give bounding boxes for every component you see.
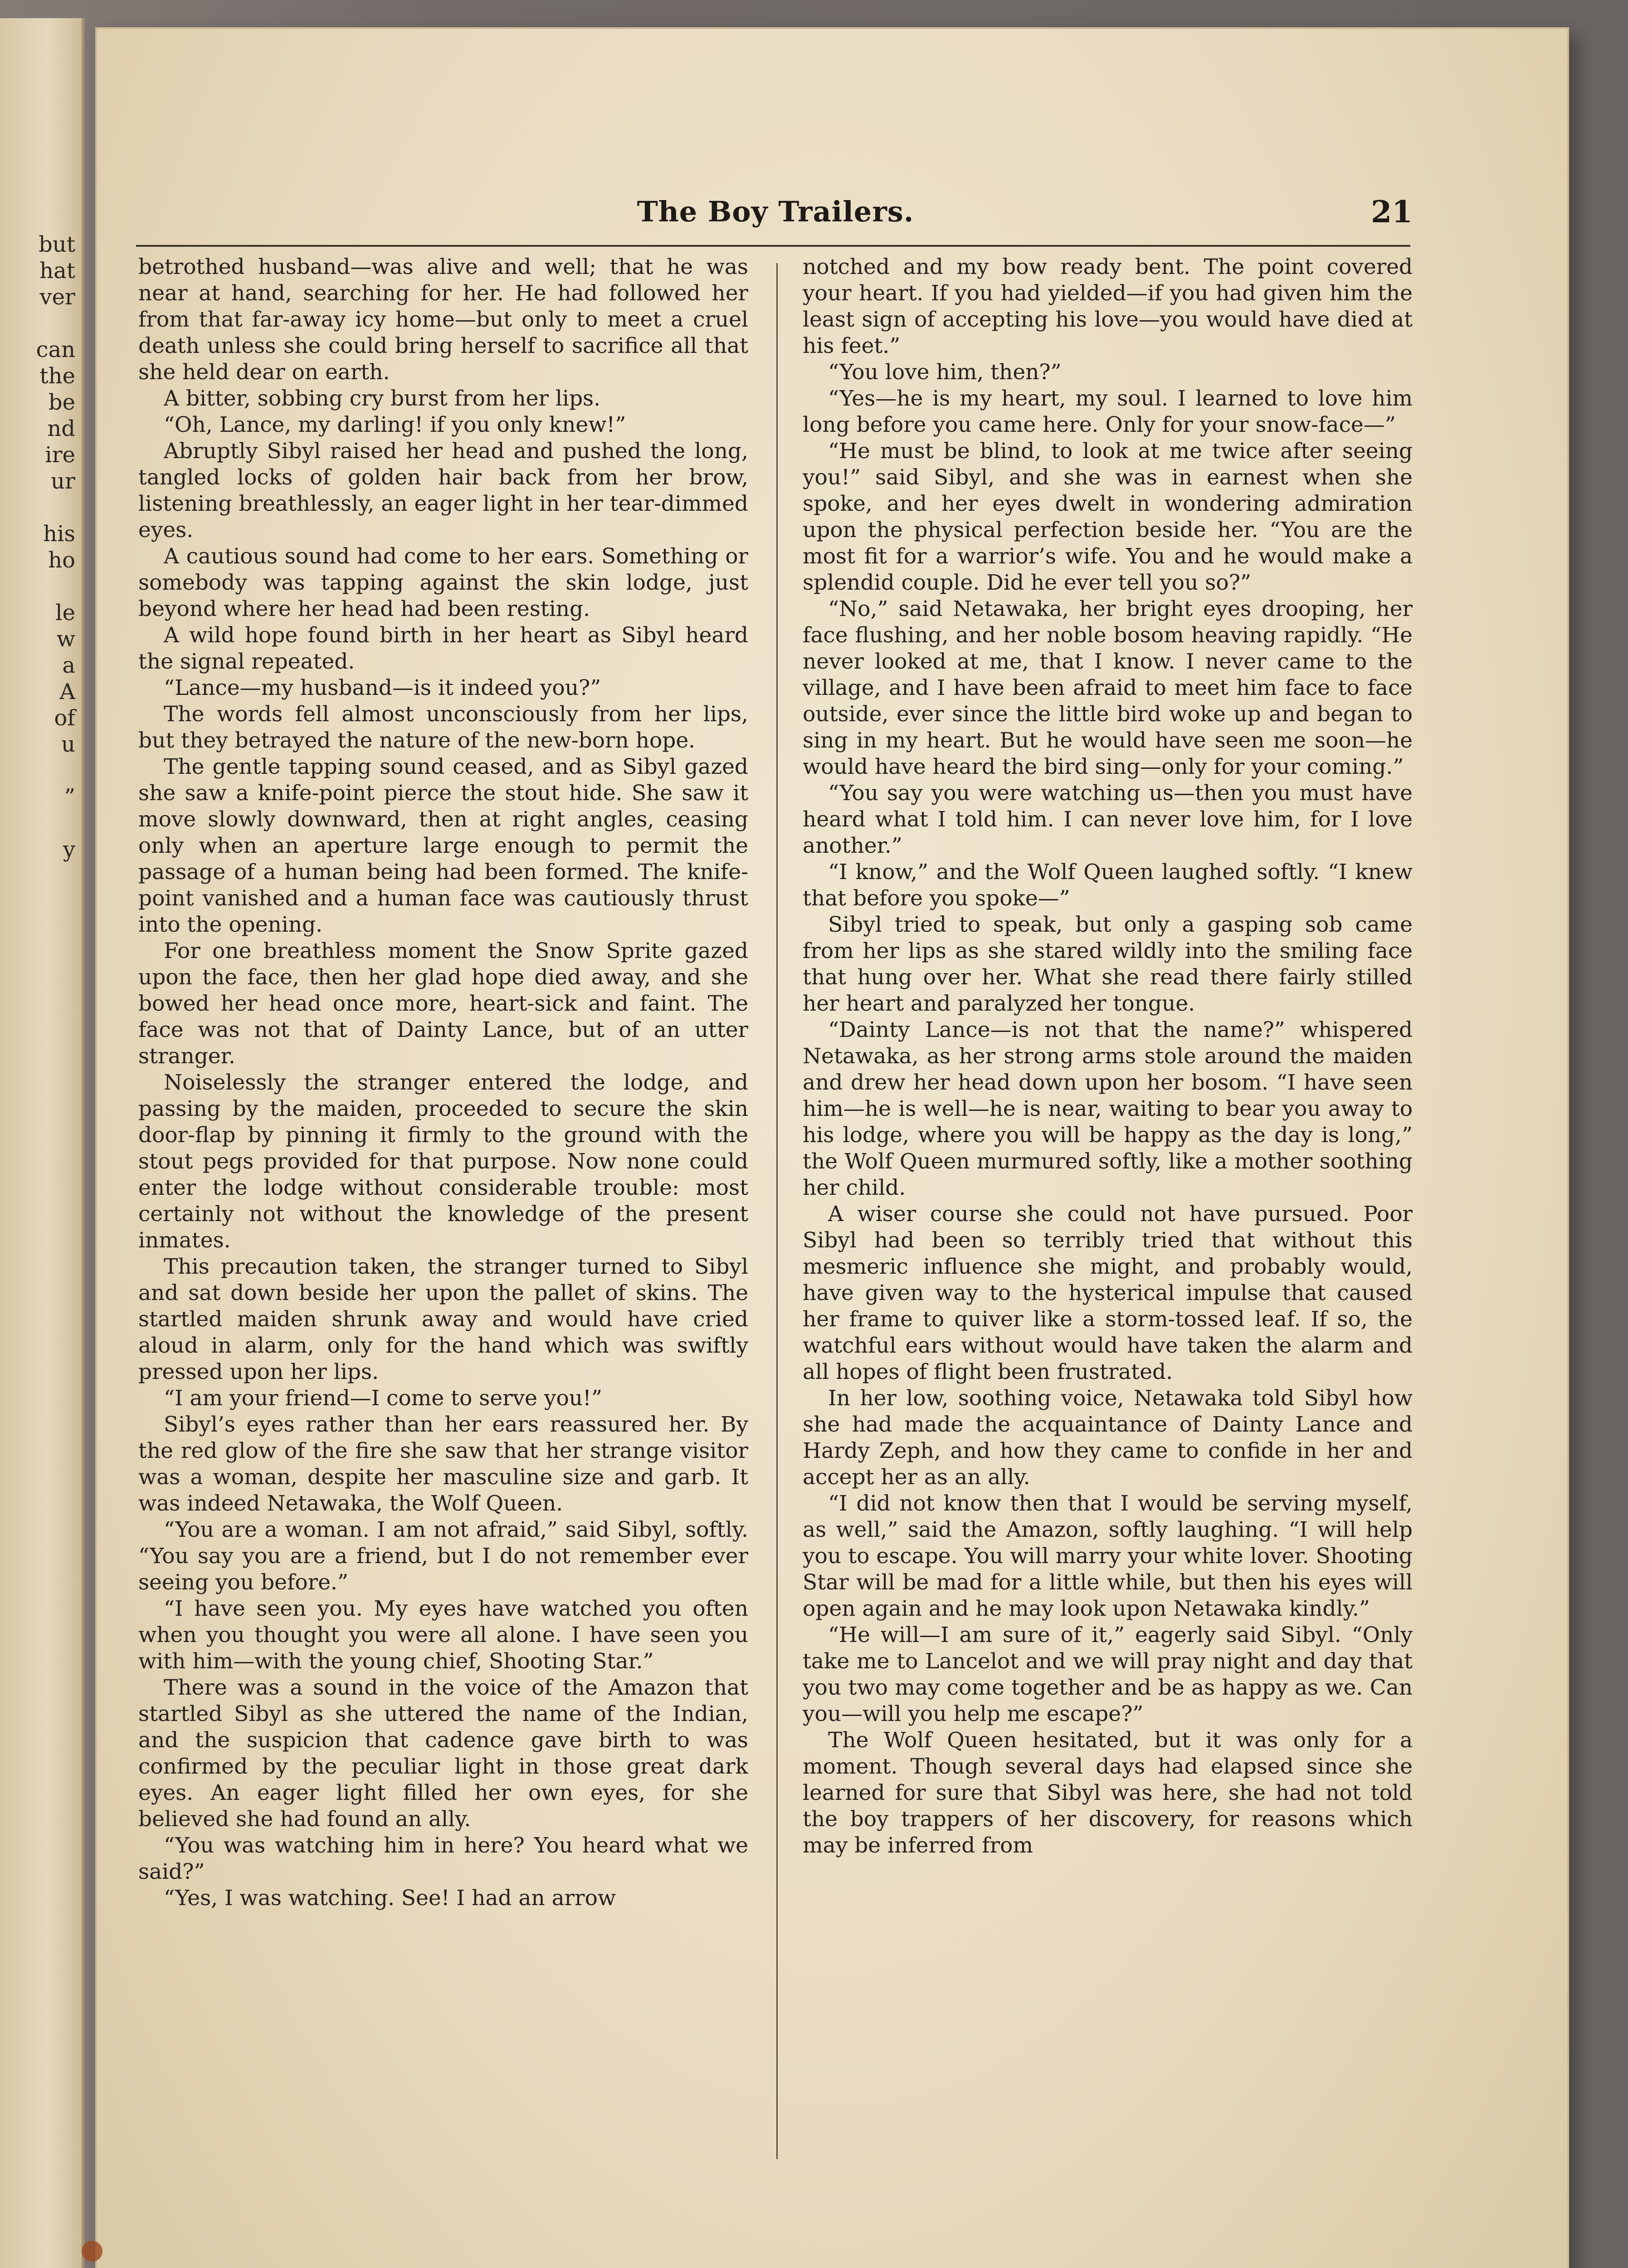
- paragraph: Sibyl tried to speak, but only a gasping sob came from her lips as she stared wildly into the smiling face that hung over her. What she read there fairly stilled her heart and paralyzed her tongue.: [803, 912, 1413, 1016]
- header-title: The Boy Trailers.: [637, 195, 914, 228]
- previous-page-fragment: be: [48, 390, 75, 415]
- paragraph: “Dainty Lance—is not that the name?” whispered Netawaka, as her strong arms stole around the maiden and drew her head down upon her bosom. “I have seen him—he is well—he is near, waiting to bear you away to his lodge, where you will be happy as the day is long,” the Wolf Queen murmured softly, like a mother soothing her child.: [803, 1017, 1413, 1200]
- previous-page-fragment: of: [54, 705, 75, 731]
- paragraph: In her low, soothing voice, Netawaka told Sibyl how she had made the acquaintance of Dainty Lance and Hardy Zeph, and how they came to confide in her and accept her as an ally.: [803, 1386, 1413, 1490]
- paragraph: “You are a woman. I am not afraid,” said Sibyl, softly. “You say you are a friend, but I do not remember ever seeing you before.”: [138, 1517, 748, 1595]
- paragraph: This precaution taken, the stranger turned to Sibyl and sat down beside her upon the pallet of skins. The startled maiden shrunk away and would have cried aloud in alarm, only for the hand which was swiftly pressed upon her lips.: [138, 1254, 748, 1384]
- previous-page-fragment: [0, 494, 82, 521]
- previous-page-fragment: ver: [39, 284, 75, 310]
- text-columns: [138, 254, 1413, 2150]
- previous-page-edge: [0, 18, 84, 2268]
- paragraph: A cautious sound had come to her ears. Something or somebody was tapping against the skin lodge, just beyond where her head had been resting.: [138, 544, 748, 621]
- previous-page-fragment: can: [36, 337, 75, 362]
- paragraph: “I have seen you. My eyes have watched you often when you thought you were all alone. I have seen you with him—with the young chief, Shooting Star.”: [138, 1596, 748, 1674]
- previous-page-fragment: y: [63, 837, 75, 862]
- paragraph: The gentle tapping sound ceased, and as Sibyl gazed she saw a knife-point pierce the stout hide. She saw it move slowly downward, then at right angles, ceasing only when an aperture large enough to permit the passage of a human being had been formed. The knife-point vanished and a human face was cautiously thrust into the opening.: [138, 754, 748, 937]
- paragraph: “You was watching him in here? You heard what we said?”: [138, 1833, 748, 1884]
- paragraph: “He must be blind, to look at me twice after seeing you!” said Sibyl, and she was in earnest when she spoke, and her eyes dwelt in wondering admiration upon the physical perfection beside her. “You are the most fit for a warrior’s wife. You and he would make a splendid couple. Did he ever tell you so?”: [803, 439, 1413, 595]
- running-header: [138, 191, 1413, 240]
- previous-page-fragment: but: [39, 232, 75, 257]
- previous-page-fragment: his: [43, 521, 75, 547]
- paragraph: “I know,” and the Wolf Queen laughed softly. “I knew that before you spoke—”: [803, 860, 1413, 911]
- paragraph: For one breathless moment the Snow Sprite gazed upon the face, then her glad hope died away, and she bowed her head once more, heart-sick and faint. The face was not that of Dainty Lance, but of an utter stranger.: [138, 938, 748, 1069]
- paragraph: “You say you were watching us—then you must have heard what I told him. I can never love him, for I love another.”: [803, 781, 1413, 858]
- previous-page-fragment: u: [61, 732, 75, 757]
- paper-stain: [82, 2241, 102, 2262]
- paragraph: A wiser course she could not have pursued. Poor Sibyl had been so terribly tried that without this mesmeric influence she might, and probably would, have given way to the hysterical impulse that caused her frame to quiver like a storm-tossed leaf. If so, the watchful ears without would have taken the alarm and all hopes of flight been frustrated.: [803, 1202, 1413, 1384]
- previous-page-fragment: le: [55, 600, 75, 626]
- page-number: 21: [1371, 194, 1413, 230]
- previous-page-fragment: a: [62, 653, 75, 678]
- previous-page-fragment: [0, 310, 82, 337]
- paragraph: “Yes, I was watching. See! I had an arrow: [164, 1886, 616, 1911]
- previous-page-fragment: ur: [51, 469, 75, 494]
- paragraph: “I did not know then that I would be serving myself, as well,” said the Amazon, softly laughing. “I will help you to escape. You will marry your white lover. Shooting Star will be mad for a little while, but then his eyes will open again and he may look upon Netawaka kindly.”: [803, 1491, 1413, 1621]
- right-column: [803, 254, 1413, 2150]
- paragraph: “Lance—my husband—is it indeed you?”: [164, 675, 601, 700]
- paragraph: There was a sound in the voice of the Amazon that startled Sibyl as she uttered the name of the Indian, and the suspicion that cadence gave birth to was confirmed by the peculiar light in those great dark eyes. An eager light filled her own eyes, for she believed she had found an ally.: [138, 1675, 748, 1832]
- paragraph: A wild hope found birth in her heart as Sibyl heard the signal repeated.: [138, 623, 748, 674]
- previous-page-fragment: [0, 573, 82, 600]
- header-rule: [136, 245, 1410, 247]
- paragraph: “Yes—he is my heart, my soul. I learned to love him long before you came here. Only for your snow-face—”: [803, 386, 1413, 437]
- previous-page-fragment: nd: [47, 416, 75, 441]
- previous-page-fragment: [0, 810, 82, 836]
- paragraph: “No,” said Netawaka, her bright eyes drooping, her face flushing, and her noble bosom heaving rapidly. “He never looked at me, that I know. I never came to the village, and I have been afraid to meet him face to face outside, ever since the little bird woke up and began to sing in my heart. But he would have seen me soon—he would have heard the bird sing—only for your coming.”: [803, 596, 1413, 779]
- left-column: [138, 254, 748, 2150]
- paragraph: Sibyl’s eyes rather than her ears reassured her. By the red glow of the fire she saw that her strange visitor was a woman, despite her masculine size and garb. It was indeed Netawaka, the Wolf Queen.: [138, 1412, 748, 1516]
- previous-page-fragment: ”: [64, 784, 75, 810]
- previous-page-fragment: ho: [48, 547, 75, 573]
- paragraph: Noiselessly the stranger entered the lodge, and passing by the maiden, proceeded to secure the skin door-flap by pinning it firmly to the ground with the stout pegs provided for that purpose. Now none could enter the lodge without considerable trouble: most certainly not without the knowledge of the present inmates.: [138, 1070, 748, 1253]
- previous-page-fragment: A: [59, 679, 75, 704]
- previous-page-fragment: [0, 758, 82, 784]
- previous-page-fragment: ire: [45, 442, 75, 468]
- paragraph: The words fell almost unconsciously from her lips, but they betrayed the nature of the new-born hope.: [138, 702, 748, 753]
- paragraph: Abruptly Sibyl raised her head and pushed the long, tangled locks of golden hair back from her brow, listening breathlessly, an eager light in her tear-dimmed eyes.: [138, 439, 748, 543]
- paragraph: “Oh, Lance, my darling! if you only knew!”: [164, 412, 626, 437]
- paragraph: notched and my bow ready bent. The point covered your heart. If you had yielded—if you had given him the least sign of accepting his love—you would have died at his feet.”: [803, 254, 1413, 358]
- previous-page-fragment: hat: [39, 258, 75, 284]
- paragraph: betrothed husband—was alive and well; that he was near at hand, searching for her. He had followed her from that far-away icy home—but only to meet a cruel death unless she could bring herself to sacrifice all that she held dear on earth.: [138, 254, 748, 385]
- paragraph: The Wolf Queen hesitated, but it was only for a moment. Though several days had elapsed since she learned for sure that Sibyl was here, she had not told the boy trappers of her discovery, for reasons which may be inferred from: [803, 1728, 1413, 1858]
- paragraph: A bitter, sobbing cry burst from her lips.: [164, 386, 601, 411]
- paragraph: “You love him, then?”: [828, 360, 1062, 385]
- previous-page-fragment: the: [39, 363, 75, 389]
- paragraph: “I am your friend—I come to serve you!”: [164, 1386, 602, 1411]
- paragraph: “He will—I am sure of it,” eagerly said Sibyl. “Only take me to Lancelot and we will pray night and day that you two may come together and be as happy as we. Can you—will you help me escape?”: [803, 1623, 1413, 1726]
- previous-page-fragment: w: [56, 626, 75, 652]
